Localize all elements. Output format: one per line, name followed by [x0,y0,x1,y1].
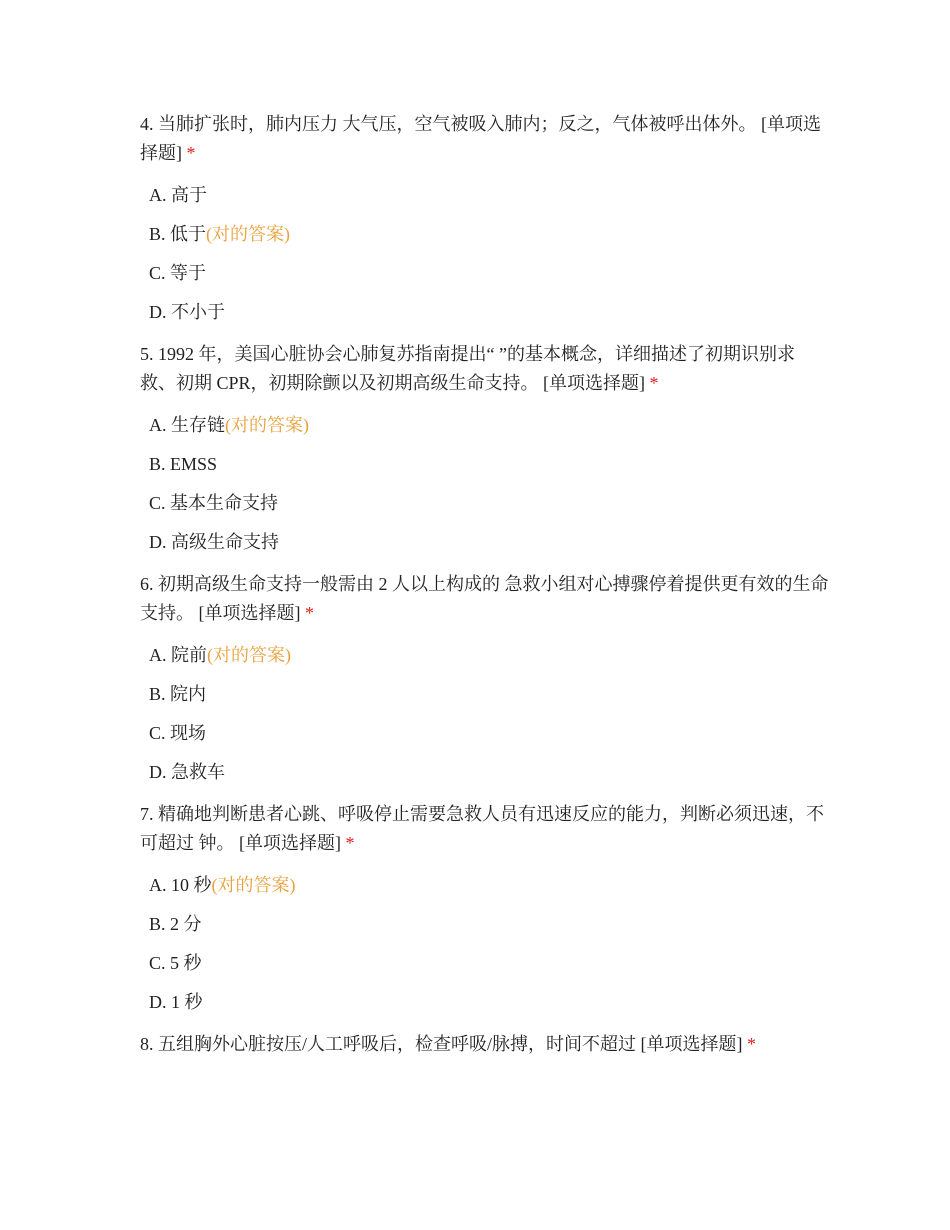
required-mark: * [649,373,659,393]
option-b[interactable]: B. EMSS [149,454,218,474]
option-b[interactable]: B. 院内 [149,684,207,704]
option-a[interactable]: A. 高于 [149,185,207,205]
question-text: 4. 当肺扩张时，肺内压力 大气压，空气被吸入肺内；反之，气体被呼出体外。 [单项选择题] * [140,114,821,163]
question-4 [140,110,830,332]
question-6 [140,570,830,792]
option-d[interactable]: D. 高级生命支持 [149,532,279,552]
option-d[interactable]: D. 急救车 [149,762,225,782]
option-a[interactable]: A. 院前(对的答案) [149,645,291,665]
correct-answer-label: (对的答案) [225,415,309,435]
question-text: 6. 初期高级生命支持一般需由 2 人以上构成的 急救小组对心搏骤停着提供更有效的生命支持。 [单项选择题] * [140,574,829,623]
question-7 [140,800,830,1022]
question-8 [140,1030,830,1059]
option-c[interactable]: C. 5 秒 [149,953,202,973]
option-b[interactable]: B. 2 分 [149,914,202,934]
question-text: 7. 精确地判断患者心跳、呼吸停止需要急救人员有迅速反应的能力，判断必须迅速，不可超过 钟。 [单项选择题] * [140,804,824,853]
option-d[interactable]: D. 1 秒 [149,992,203,1012]
required-mark: * [747,1034,756,1054]
correct-answer-label: (对的答案) [207,645,291,665]
option-a[interactable]: A. 10 秒(对的答案) [149,875,296,895]
option-a[interactable]: A. 生存链(对的答案) [149,415,309,435]
correct-answer-label: (对的答案) [211,875,296,895]
option-c[interactable]: C. 现场 [149,723,207,743]
question-list [140,110,830,1067]
option-d[interactable]: D. 不小于 [149,302,225,322]
option-c[interactable]: C. 基本生命支持 [149,493,279,513]
required-mark: * [186,143,196,163]
question-text: 5. 1992 年，美国心脏协会心肺复苏指南提出“ ”的基本概念，详细描述了初期识别求救、初期 CPR，初期除颤以及初期高级生命支持。 [单项选择题] * [140,344,795,393]
required-mark: * [345,833,355,853]
question-5 [140,340,830,562]
question-text: 8. 五组胸外心脏按压/人工呼吸后，检查呼吸/脉搏，时间不超过 [单项选择题] * [140,1034,756,1054]
option-b[interactable]: B. 低于(对的答案) [149,224,291,244]
required-mark: * [305,603,314,623]
option-c[interactable]: C. 等于 [149,263,207,283]
correct-answer-label: (对的答案) [206,224,291,244]
